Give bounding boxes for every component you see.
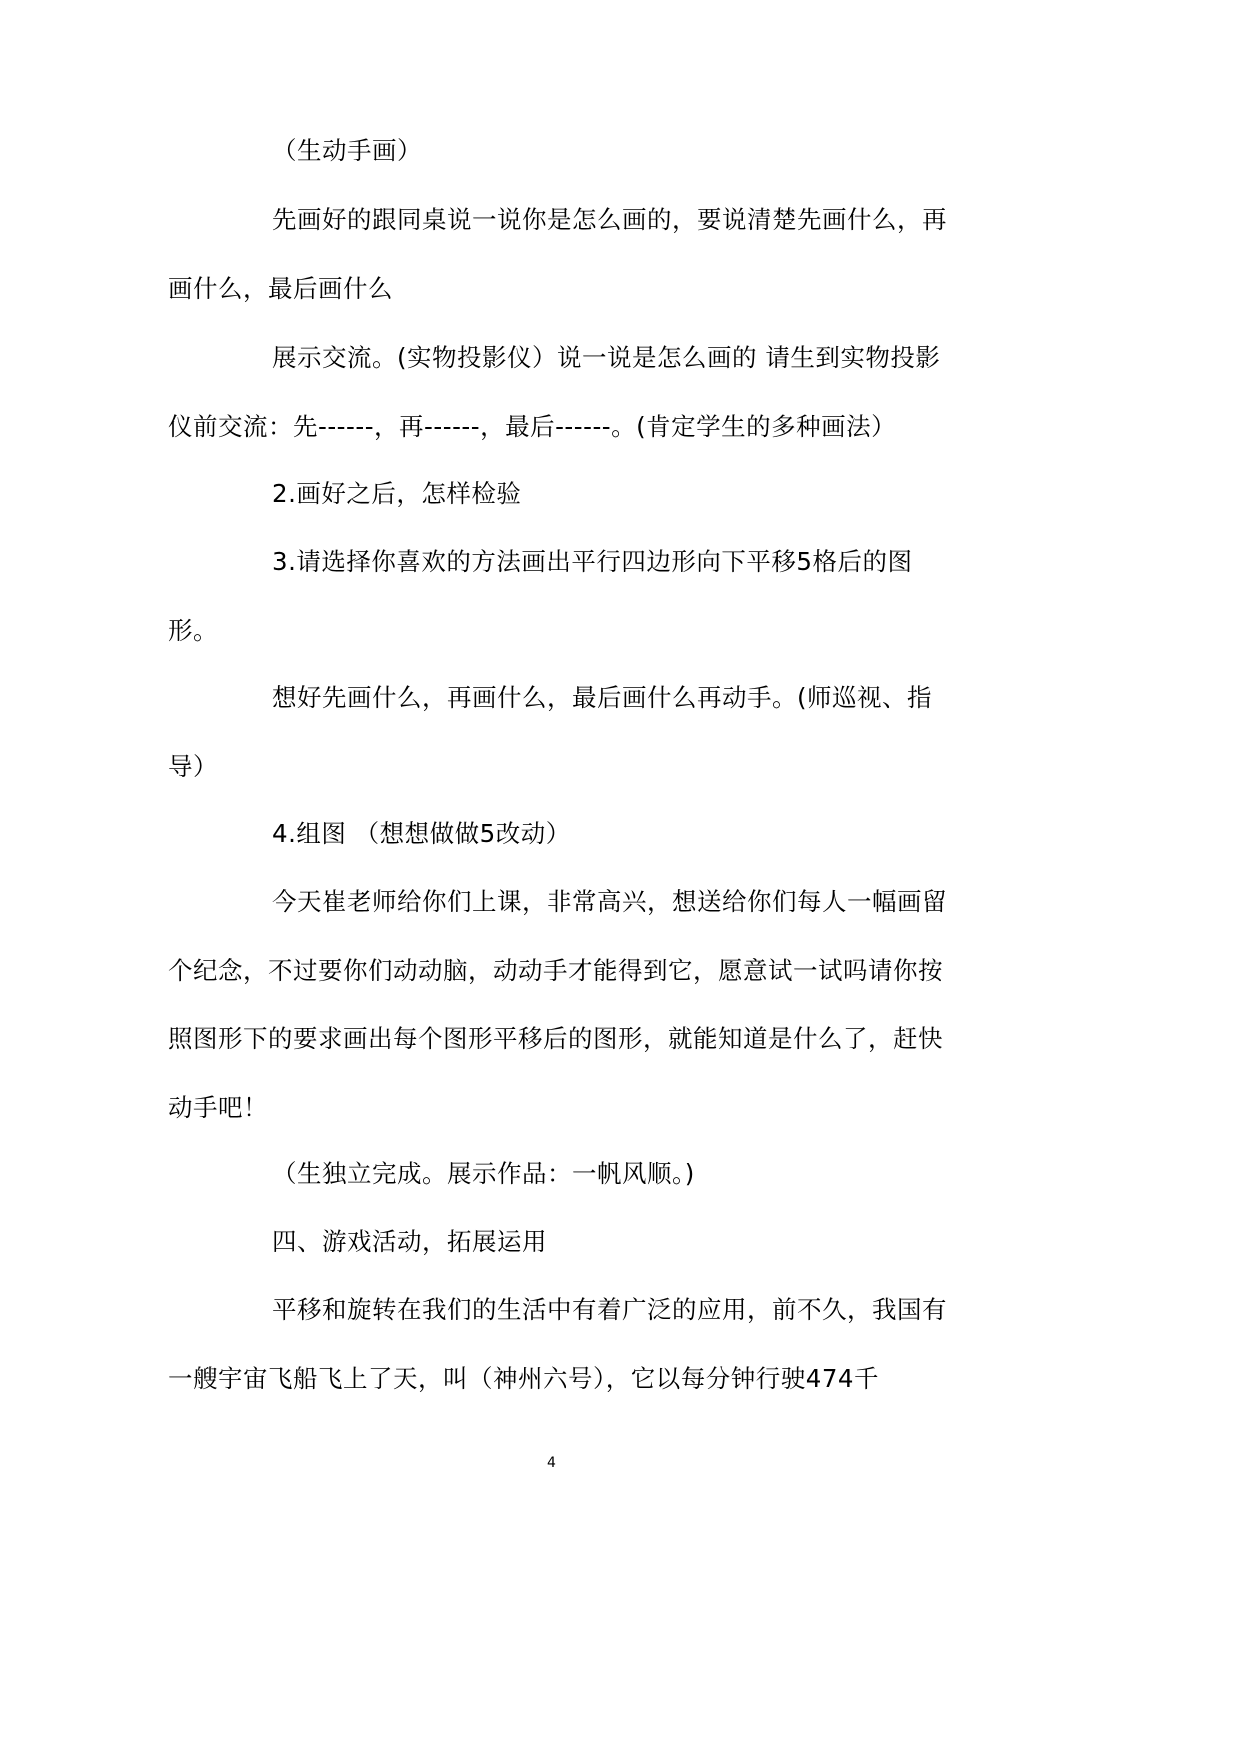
paragraph-6: 想好先画什么，再画什么，最后画什么再动手。(师巡视、指导） — [168, 683, 933, 781]
page-number: 4 — [547, 1455, 556, 1471]
paragraph-10: 四、游戏活动，拓展运用 — [272, 1227, 547, 1256]
paragraph-7: 4.组图 （想想做做5改动） — [272, 819, 571, 848]
paragraph-9: （生独立完成。展示作品：一帆风顺。) — [272, 1159, 695, 1188]
paragraph-4: 2.画好之后，怎样检验 — [272, 479, 522, 508]
paragraph-2: 先画好的跟同桌说一说你是怎么画的，要说清楚先画什么，再画什么，最后画什么 — [168, 205, 947, 303]
paragraph-3: 展示交流。(实物投影仪）说一说是怎么画的 请生到实物投影仪前交流：先------，再------，最后------。(肯定学生的多种画法） — [168, 343, 941, 441]
paragraph-1: （生动手画） — [272, 136, 422, 165]
paragraph-11: 平移和旋转在我们的生活中有着广泛的应用，前不久，我国有一艘宇宙飞船飞上了天，叫（神州六号），它以每分钟行驶474千 — [168, 1295, 947, 1393]
paragraph-5: 3.请选择你喜欢的方法画出平行四边形向下平移5格后的图形。 — [168, 547, 913, 645]
paragraph-8: 今天崔老师给你们上课，非常高兴，想送给你们每人一幅画留个纪念，不过要你们动动脑，动动手才能得到它，愿意试一试吗请你按照图形下的要求画出每个图形平移后的图形，就能知道是什么了，赶快动手吧！ — [168, 887, 947, 1123]
